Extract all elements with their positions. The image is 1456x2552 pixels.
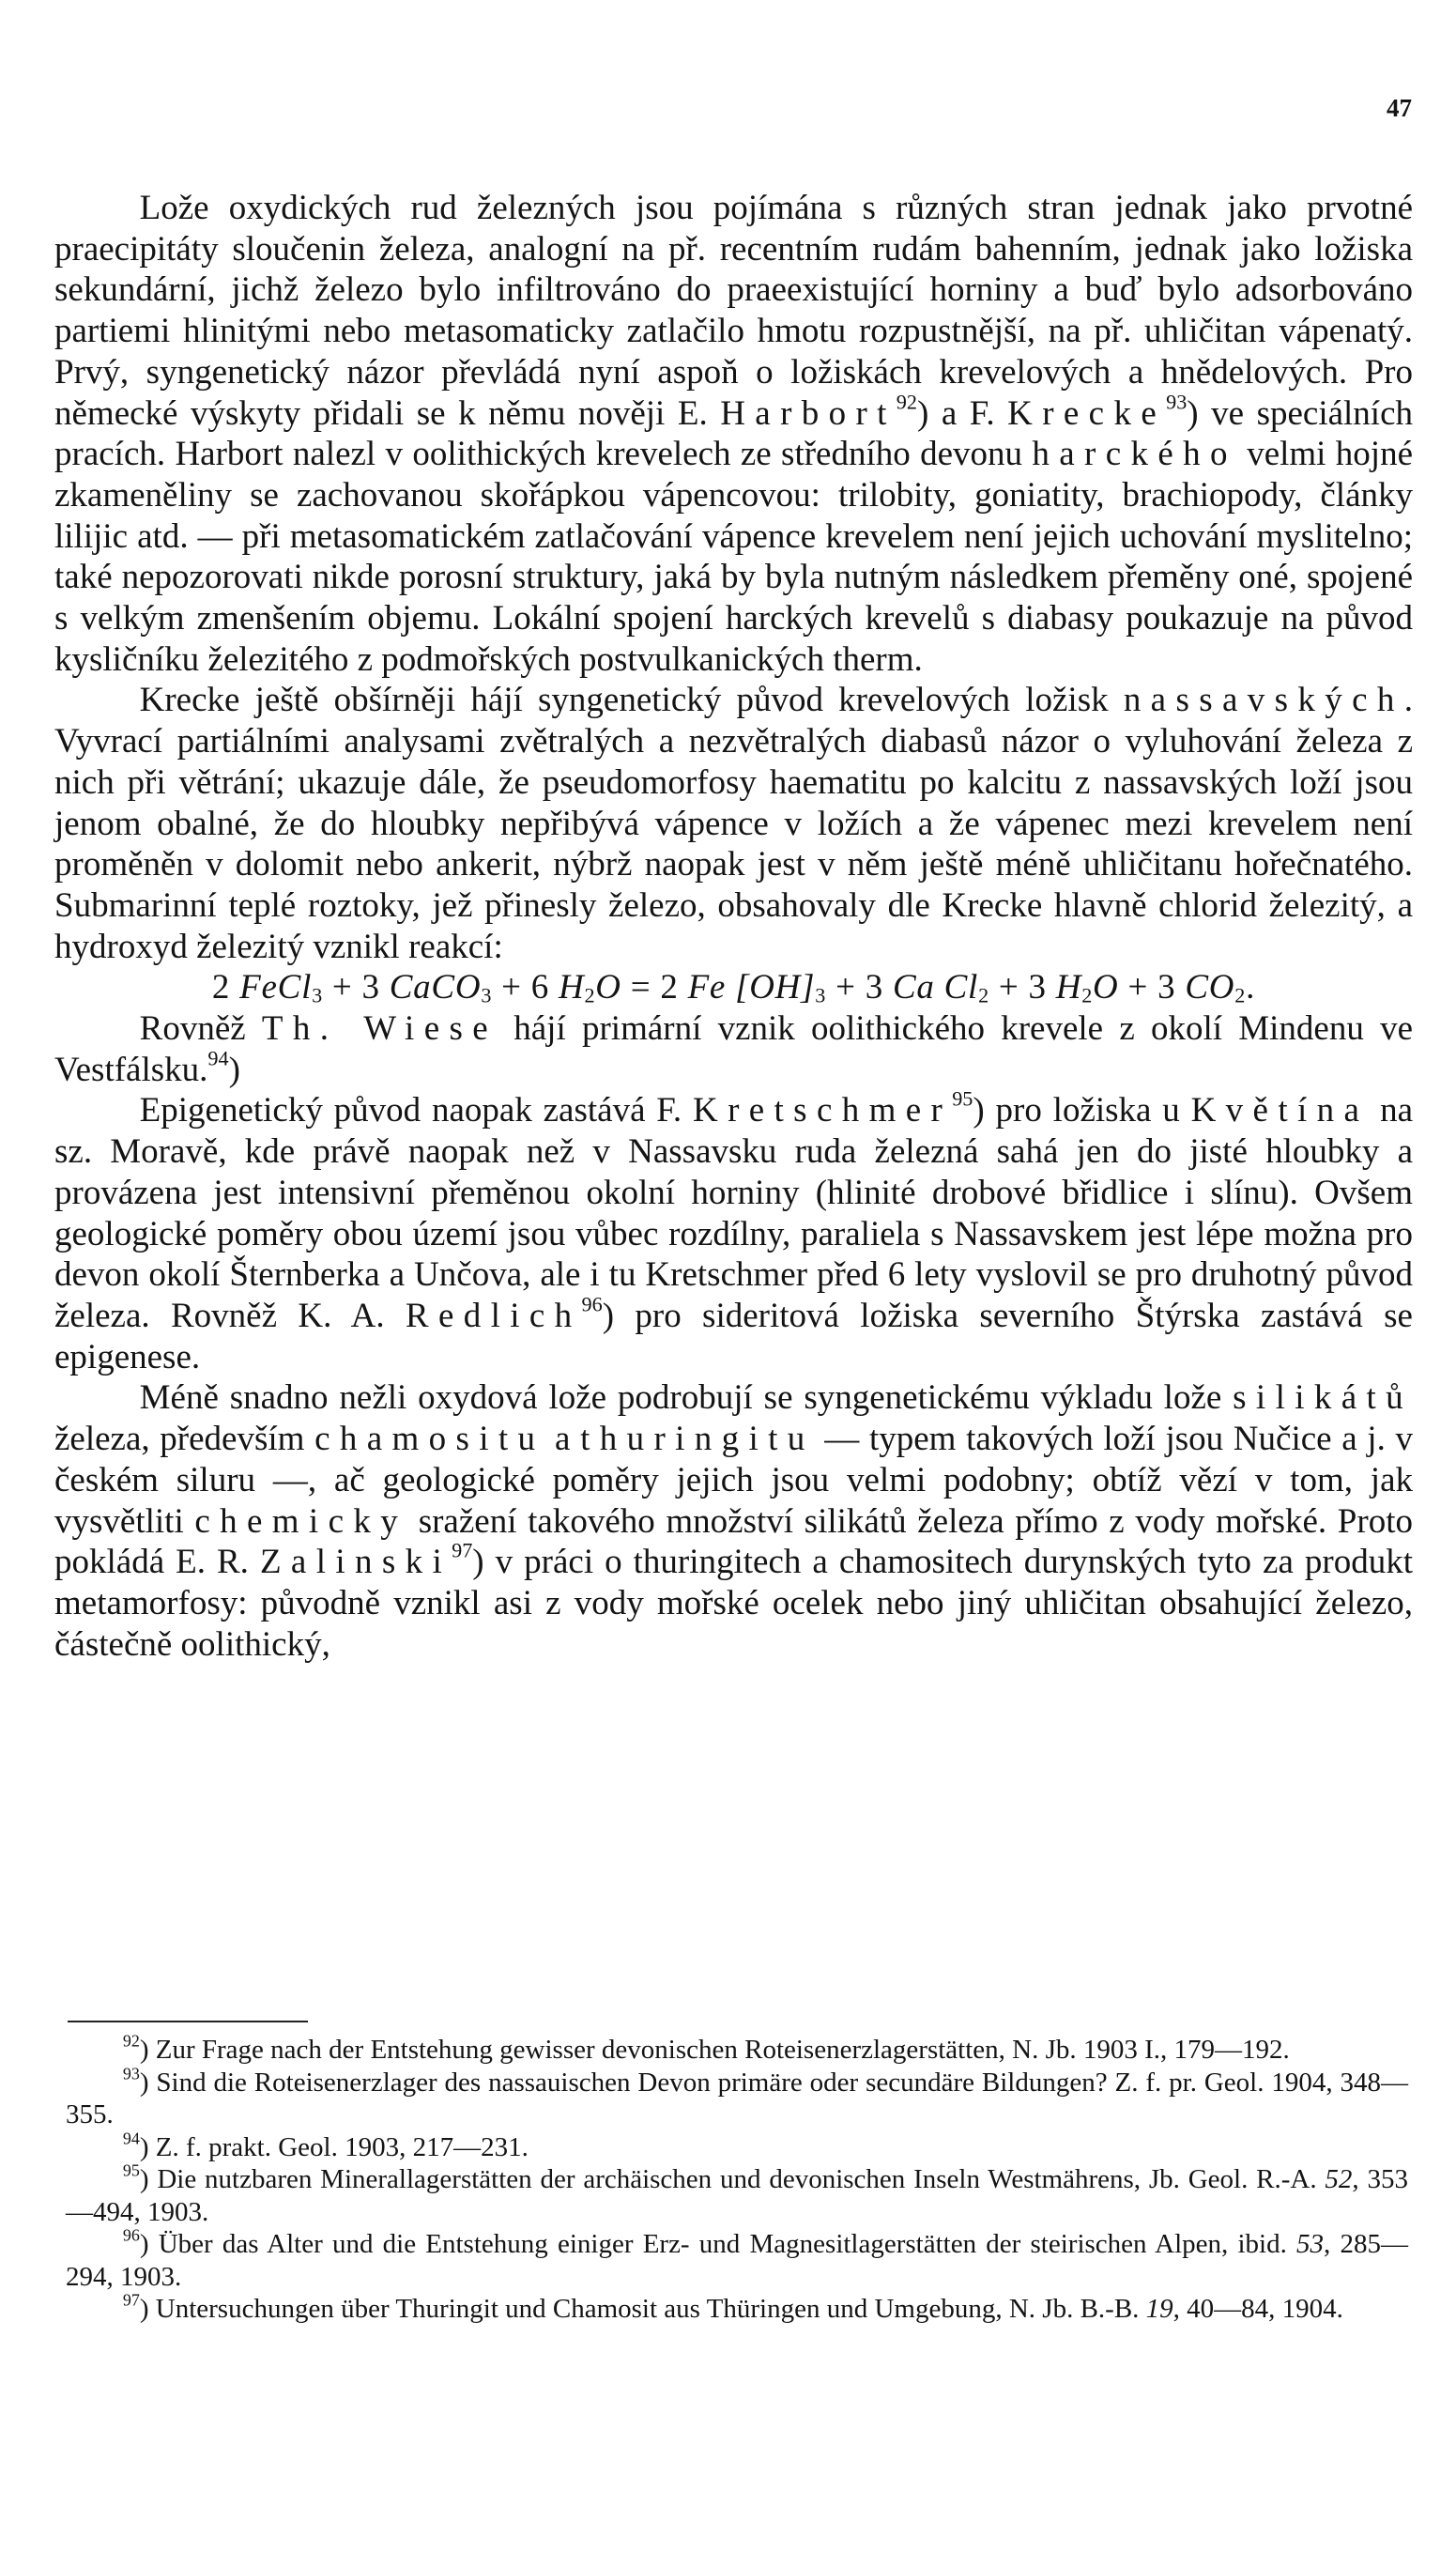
footnote-ref: 92	[896, 389, 917, 413]
text: železa, především	[54, 1420, 315, 1459]
footnote-volume: 53	[1296, 2229, 1325, 2259]
spaced-term: harckého	[1032, 435, 1237, 474]
footnote-number: 97	[122, 2290, 140, 2310]
footnote-ref: 97	[452, 1538, 473, 1562]
footnote	[66, 2031, 1408, 2067]
text: )	[228, 1050, 240, 1089]
footnote-ref: 93	[1166, 389, 1188, 413]
eq-sub: 2	[1234, 983, 1247, 1007]
footnote-text: , 40—84, 1904.	[1172, 2294, 1343, 2324]
text: Méně snadno nežli oxydová lože podrobují se syngenetickému výkladu lože	[139, 1378, 1234, 1418]
eq-op: = 2	[621, 968, 688, 1007]
footnote	[66, 2128, 1408, 2164]
footnote-number: 92	[122, 2031, 140, 2051]
page-number: 47	[1387, 94, 1412, 122]
footnote-volume: 19	[1145, 2294, 1173, 2324]
eq-sub: 2	[584, 983, 596, 1007]
eq-coef: 2	[211, 968, 240, 1007]
paragraph-1	[54, 188, 1413, 680]
footnote-text: ) Über das Alter und die Entstehung einiger Erz- und Magnesitlagerstätten der steirischen Alpen, ibid.	[139, 2229, 1297, 2259]
footnote-text: , 285—294, 1903.	[66, 2229, 1409, 2292]
eq-op: + 3	[1118, 968, 1186, 1007]
eq-op: + 6	[492, 968, 559, 1007]
spaced-term: chemicky	[194, 1501, 408, 1541]
paragraph-5	[54, 1377, 1413, 1665]
text: — typem takových loží jsou Nučice a j. v českém siluru —, ač geologické poměry jejich jsou velmi podobny; obtíž vězí v tom, jak vysvětliti	[54, 1420, 1413, 1541]
eq-term: Fe [OH]	[687, 968, 816, 1007]
eq-sub: 2	[1081, 983, 1094, 1007]
text: sražení takového množství silikátů železa přímo z vody mořské. Proto pokládá E. R.	[54, 1501, 1413, 1582]
footnote-text: ) Zur Frage nach der Entstehung gewisser devonischen Roteisenerzlagerstätten, N. Jb. 1903 I., 179—192.	[139, 2035, 1290, 2065]
footnote-ref: 95	[952, 1086, 973, 1111]
paragraph-4	[54, 1086, 1413, 1377]
author-name: Harbort	[720, 393, 897, 433]
footnote-text: ) Untersuchungen über Thuringit und Chamosit aus Thüringen und Umgebung, N. Jb. B.-B.	[139, 2294, 1146, 2324]
eq-op: .	[1246, 968, 1256, 1007]
eq-sub: 3	[815, 983, 827, 1007]
chemical-equation	[54, 967, 1413, 1008]
footnote-text: ) Sind die Roteisenerzlager des nassauischen Devon primäre oder secundäre Bildungen? Z. f. pr. Geol. 1904, 348—355.	[66, 2067, 1408, 2129]
footnote-text: ) Die nutzbaren Minerallagerstätten der archäischen und devonischen Inseln Westmährens, Jb. Geol. R.-A.	[139, 2164, 1326, 2194]
eq-sub: 3	[481, 983, 493, 1007]
eq-term: FeCl	[239, 968, 313, 1007]
place-name: Květína	[1190, 1091, 1370, 1130]
main-text	[54, 188, 1413, 1665]
footnote-ref: 94	[207, 1046, 229, 1070]
eq-term: Ca Cl	[892, 968, 979, 1007]
text: ) pro ložiska u	[973, 1091, 1191, 1130]
paragraph-2	[54, 680, 1413, 967]
spaced-term: nassavských	[1123, 681, 1404, 720]
eq-op: + 3	[989, 968, 1056, 1007]
footnote-number: 93	[122, 2063, 140, 2083]
author-name: Th. Wiese	[261, 1009, 498, 1049]
text: na sz. Moravě, kde právě naopak než v Nassavsku ruda železná sahá jen do jisté hloubky a provázena jest intensivní přeměnou okolní horniny (hlinité drobové břidlice i slínu). Ovšem geologické poměry obou území jsou vůbec rozdílny, paraliela s Nassavskem jest lépe možna pro devon okolí Šternberka a Unčova, ale i tu Kretschmer před 6 lety vyslovil se pro druhotný původ železa. Rovněž K. A.	[54, 1091, 1413, 1335]
eq-sub: 3	[312, 983, 323, 1007]
eq-term: O	[1093, 968, 1119, 1007]
text: Rovněž	[139, 1009, 262, 1049]
footnote	[66, 2290, 1408, 2326]
spaced-term: chamositu	[314, 1420, 545, 1459]
footnote-text: , 353—494, 1903.	[66, 2164, 1408, 2227]
text: Lože oxydických rud železných jsou pojímána s různých stran jednak jako prvotné praecipitáty sloučenin železa, analogní na př. recentním rudám bahenním, jednak jako ložiska sekundární, jichž železo bylo infiltrováno do praeexistující horniny a buď bylo adsorbováno partiemi hlinitými nebo metasomaticky zatlačilo hmotu rozpustnější, na př. uhličitan vápenatý. Prvý, syngenetický názor převládá nyní aspoň o ložiskách krevelových a hnědelových. Pro německé výskyty přidali se k němu nověji E.	[54, 189, 1413, 433]
author-name: Zalinski	[259, 1543, 452, 1582]
eq-term: H	[1055, 968, 1082, 1007]
text: ) ve speciálních pracích. Harbort nalezl v oolithických krevelech ze středního devonu	[54, 393, 1413, 474]
footnote	[66, 2160, 1408, 2228]
text: Krecke ještě obšírněji hájí syngenetický původ krevelových ložisk	[139, 681, 1124, 720]
eq-term: O	[595, 968, 621, 1007]
spaced-term: silikátů	[1233, 1378, 1413, 1418]
text: hájí primární vznik oolithického krevele z okolí Mindenu ve Vestfálsku.	[54, 1009, 1414, 1089]
text: a	[544, 1420, 581, 1459]
text: ) pro sideritová ložiska severního Štýrska zastává se epigenese.	[54, 1296, 1413, 1376]
text: velmi hojné zkameněliny se zachovanou skořápkou vápencovou: trilobity, goniatity, brachiopody, články lilijic atd. — při metasomatickém zatlačování vápence krevelem není jejich uchování myslitelno; také nepozorovati nikde porosní struktury, jaká by byla nutným následkem přeměny oné, spojené s velkým zmenšením objemu. Lokální spojení harckých krevelů s diabasy poukazuje na původ kysličníku železitého z podmořských postvulkanických therm.	[54, 435, 1414, 679]
spaced-term: thuringitu	[580, 1420, 815, 1459]
text: ) a F.	[916, 393, 1008, 433]
eq-sub: 2	[978, 983, 989, 1007]
eq-term: CaCO	[389, 968, 482, 1007]
eq-op: + 3	[322, 968, 390, 1007]
footnote-volume: 52	[1325, 2164, 1353, 2194]
footnotes	[66, 2031, 1409, 2326]
eq-term: H	[558, 968, 585, 1007]
text: . Vyvrací partiálními analysami zvětralých a nezvětralých diabasů názor o vyluhování železa z nich při větrání; ukazuje dále, že pseudomorfosy haematitu po kalcitu z nassavských loží jsou jenom obalné, že do hloubky nepřibývá vápence v ložích a že vápenec mezi krevelem není proměněn v dolomit nebo ankerit, nýbrž naopak jest v něm ještě méně uhličitanu hořečnatého. Submarinní teplé roztoky, jež přinesly železo, obsahovaly dle Krecke hlavně chlorid železitý, a hydroxyd železitý vznikl reakcí:	[54, 681, 1413, 966]
footnote-number: 95	[122, 2160, 140, 2180]
footnote-number: 94	[122, 2128, 140, 2147]
footnote-ref: 96	[581, 1292, 603, 1316]
footnote-divider	[68, 2021, 308, 2022]
footnote-text: ) Z. f. prakt. Geol. 1903, 217—231.	[139, 2131, 529, 2162]
text: ) v práci o thuringitech a chamositech durynských tyto za produkt metamorfosy: původně vznikl asi z vody mořské ocelek nebo jiný uhličitan obsahující železo, částečně oolithický,	[54, 1543, 1413, 1664]
author-name: Krecke	[1007, 393, 1167, 433]
paragraph-3	[54, 1008, 1413, 1090]
footnote	[66, 2063, 1408, 2131]
eq-op: + 3	[826, 968, 893, 1007]
eq-term: CO	[1185, 968, 1235, 1007]
footnote	[66, 2225, 1409, 2293]
footnote-number: 96	[122, 2225, 140, 2245]
author-name: Redlich	[405, 1296, 582, 1335]
text: Epigenetický původ naopak zastává F.	[139, 1091, 693, 1130]
author-name: Kretschmer	[693, 1091, 953, 1130]
